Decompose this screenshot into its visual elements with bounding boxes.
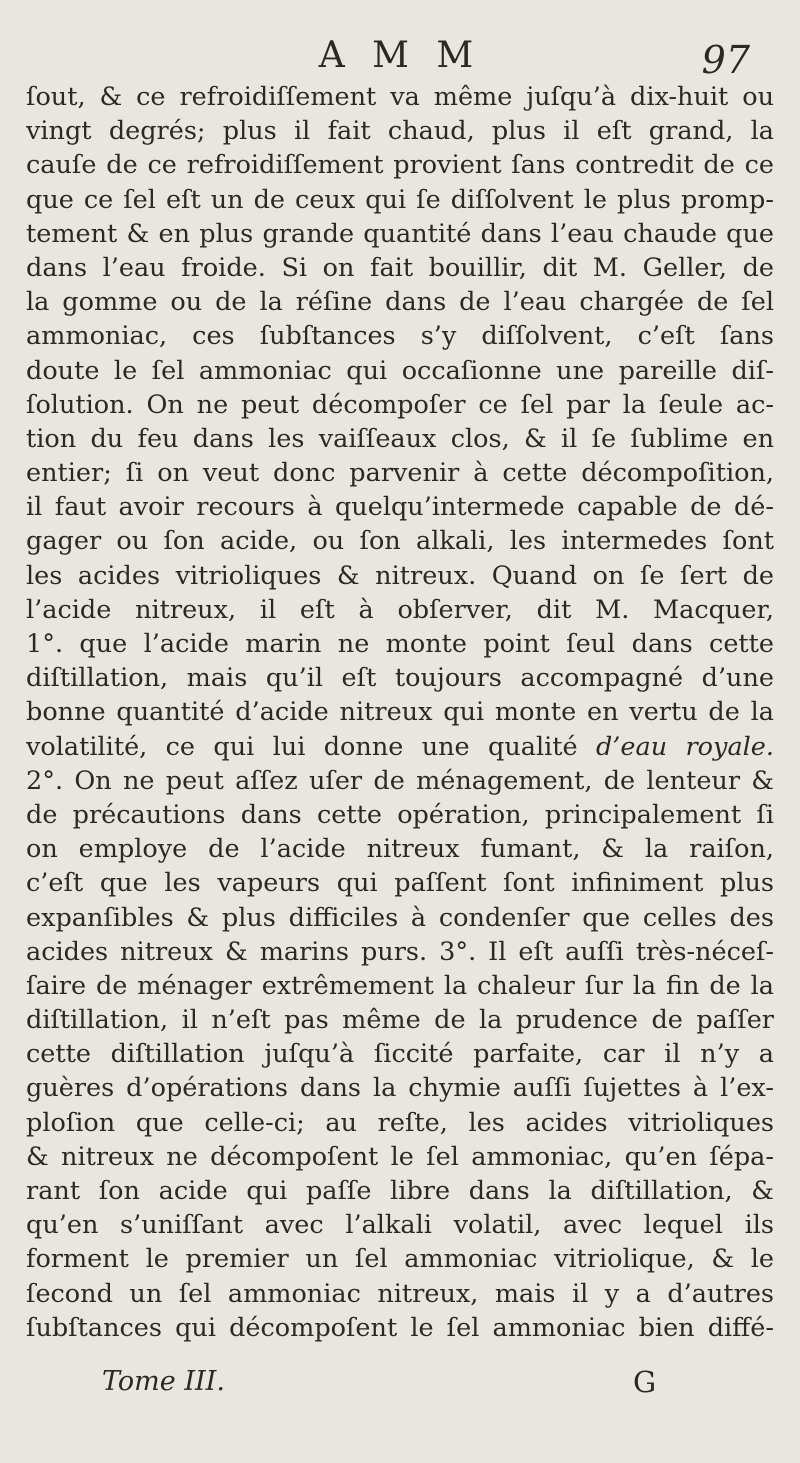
text-line: guères d’opérations dans la chymie auſſi ſujettes à l’ex- — [26, 1073, 774, 1104]
text-line: acides nitreux & marins purs. 3°. Il eſt auſſi très-néceſ- — [26, 936, 774, 967]
text-line: la gomme ou de la réſine dans de l’eau chargée de ſel — [26, 287, 774, 318]
italic-phrase: d’eau royale. — [595, 731, 774, 762]
text-line: entier; ſi on veut donc parvenir à cette décompoſition, — [26, 458, 774, 489]
text-line: ploſion que celle-ci; au reſte, les acides vitrioliques — [26, 1107, 774, 1138]
text-line: doute le ſel ammoniac qui occaſionne une pareille diſ- — [26, 355, 774, 386]
text-line: cauſe de ce refroidiſſement provient ſans contredit de ce — [26, 150, 774, 181]
text-line: ſubſtances qui décompoſent le ſel ammoniac bien diffé- — [26, 1312, 774, 1343]
text-line: les acides vitrioliques & nitreux. Quand on ſe ſert de — [26, 560, 774, 591]
text-line: gager ou ſon acide, ou ſon alkali, les intermedes ſont — [26, 526, 774, 557]
body-text — [26, 80, 774, 1345]
signature-mark: G — [633, 1365, 657, 1399]
text-line-with-italic — [26, 730, 774, 764]
text-line: diſtillation, mais qu’il eſt toujours accompagné d’une — [26, 663, 774, 694]
text-line: ſecond un ſel ammoniac nitreux, mais il y a d’autres — [26, 1278, 774, 1309]
text-line: expanſibles & plus difficiles à condenſer que celles des — [26, 902, 774, 933]
volume-label: Tome III. — [102, 1366, 225, 1397]
text-line: il faut avoir recours à quelqu’intermede capable de dé- — [26, 492, 774, 523]
text-line: c’eſt que les vapeurs qui paſſent ſont infiniment plus — [26, 868, 774, 899]
page-number: 97 — [701, 38, 750, 82]
text-line: ſolution. On ne peut décompoſer ce ſel par la ſeule ac- — [26, 389, 774, 420]
text-line: tion du feu dans les vaiſſeaux clos, & il ſe ſublime en — [26, 423, 774, 454]
text-line: qu’en s’uniſſant avec l’alkali volatil, avec lequel ils — [26, 1210, 774, 1241]
text-line: bonne quantité d’acide nitreux qui monte en vertu de la — [26, 697, 774, 728]
text-line: forment le premier un ſel ammoniac vitriolique, & le — [26, 1244, 774, 1275]
text-line: diſtillation, il n’eſt pas même de la prudence de paſſer — [26, 1005, 774, 1036]
text-line: on employe de l’acide nitreux fumant, & la raiſon, — [26, 834, 774, 865]
text-line: & nitreux ne décompoſent le ſel ammoniac, qu’en ſépa- — [26, 1141, 774, 1172]
text-line: rant ſon acide qui paſſe libre dans la diſtillation, & — [26, 1176, 774, 1206]
text-line: 1°. que l’acide marin ne monte point ſeul dans cette — [26, 629, 774, 659]
text-line-start: volatilité, ce qui lui donne une qualité — [26, 731, 578, 762]
text-line: dans l’eau froide. Si on fait bouillir, dit M. Geller, de — [26, 252, 774, 283]
text-line: ſaire de ménager extrêmement la chaleur ſur la fin de la — [26, 970, 774, 1001]
text-line: cette diſtillation juſqu’à ſiccité parfaite, car il n’y a — [26, 1039, 774, 1070]
text-line: l’acide nitreux, il eſt à obſerver, dit M. Macquer, — [26, 594, 774, 625]
text-line: tement & en plus grande quantité dans l’eau chaude que — [26, 218, 774, 249]
text-line: ſout, & ce refroidiſſement va même juſqu’à dix-huit ou — [26, 82, 774, 112]
text-line: que ce ſel eſt un de ceux qui ſe diſſolvent le plus promp- — [26, 184, 774, 215]
text-line: 2°. On ne peut aſſez uſer de ménagement, de lenteur & — [26, 765, 774, 796]
text-line: vingt degrés; plus il fait chaud, plus il eſt grand, la — [26, 116, 774, 147]
running-head: A M M — [318, 35, 482, 76]
text-line: de précautions dans cette opération, principalement ſi — [26, 799, 774, 830]
text-line: ammoniac, ces ſubſtances s’y diſſolvent, c’eſt ſans — [26, 321, 774, 352]
